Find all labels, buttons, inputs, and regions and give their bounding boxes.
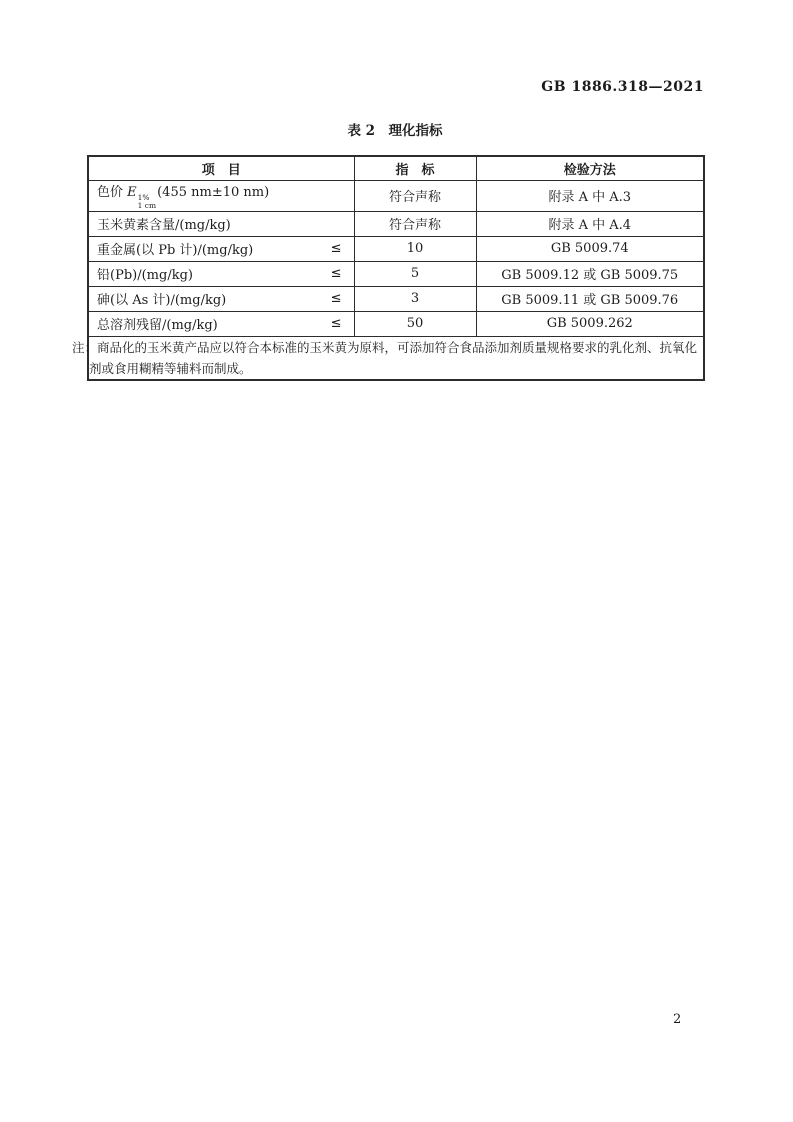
item-label: 色价 E 1% 1 cm (455 nm±10 nm) bbox=[97, 184, 270, 211]
e-subscript: 1 cm bbox=[137, 201, 157, 211]
indicator-value: 3 bbox=[354, 286, 476, 311]
table-row bbox=[88, 311, 704, 336]
col-header-indicator: 指 标 bbox=[354, 156, 476, 180]
table-row bbox=[88, 211, 704, 236]
method-value: 附录 A 中 A.3 bbox=[476, 180, 704, 211]
method-value: 附录 A 中 A.4 bbox=[476, 211, 704, 236]
relation-symbol: ≤ bbox=[330, 266, 342, 282]
item-cell bbox=[88, 211, 354, 236]
indicator-value: 符合声称 bbox=[354, 211, 476, 236]
relation-symbol: ≤ bbox=[330, 316, 342, 332]
table-row bbox=[88, 180, 704, 211]
page-number: 2 bbox=[673, 1012, 682, 1027]
item-label: 重金属(以 Pb 计)/(mg/kg) bbox=[97, 243, 254, 259]
indicator-value: 10 bbox=[354, 236, 476, 261]
item-label: 总溶剂残留/(mg/kg) bbox=[97, 318, 218, 334]
table-row bbox=[88, 261, 704, 286]
table-note bbox=[72, 336, 704, 380]
item-cell bbox=[88, 236, 354, 261]
item-cell bbox=[88, 286, 354, 311]
note-label: 注： bbox=[72, 339, 98, 355]
method-value: GB 5009.12 或 GB 5009.75 bbox=[476, 261, 704, 286]
item-label: 玉米黄素含量/(mg/kg) bbox=[97, 218, 231, 234]
table-note-row bbox=[88, 336, 704, 380]
indicator-value: 符合声称 bbox=[354, 180, 476, 211]
item-cell bbox=[88, 261, 354, 286]
table-header-row bbox=[88, 156, 704, 180]
note-text: 商品化的玉米黄产品应以符合本标准的玉米黄为原料，可添加符合食品添加剂质量规格要求的乳化剂、抗氧化剂或食用糊精等辅料而制成。 bbox=[89, 339, 698, 376]
col-header-item: 项 目 bbox=[88, 156, 354, 180]
table-row bbox=[88, 236, 704, 261]
table-title: 表 2 理化指标 bbox=[347, 123, 443, 139]
item-cell bbox=[88, 311, 354, 336]
spec-table bbox=[72, 155, 705, 381]
method-value: GB 5009.11 或 GB 5009.76 bbox=[476, 286, 704, 311]
e-superscript: 1% bbox=[137, 192, 150, 202]
relation-symbol: ≤ bbox=[330, 241, 342, 257]
method-value: GB 5009.74 bbox=[476, 236, 704, 261]
color-value-e-notation: E 1% 1 cm bbox=[127, 184, 157, 211]
indicator-value: 50 bbox=[354, 311, 476, 336]
doc-number: GB 1886.318—2021 bbox=[541, 79, 704, 95]
indicator-value: 5 bbox=[354, 261, 476, 286]
method-value: GB 5009.262 bbox=[476, 311, 704, 336]
table-row bbox=[88, 286, 704, 311]
item-label: 砷(以 As 计)/(mg/kg) bbox=[97, 293, 227, 309]
item-cell bbox=[88, 180, 354, 211]
col-header-method: 检验方法 bbox=[476, 156, 704, 180]
relation-symbol: ≤ bbox=[330, 291, 342, 307]
item-label: 铅(Pb)/(mg/kg) bbox=[97, 268, 193, 284]
